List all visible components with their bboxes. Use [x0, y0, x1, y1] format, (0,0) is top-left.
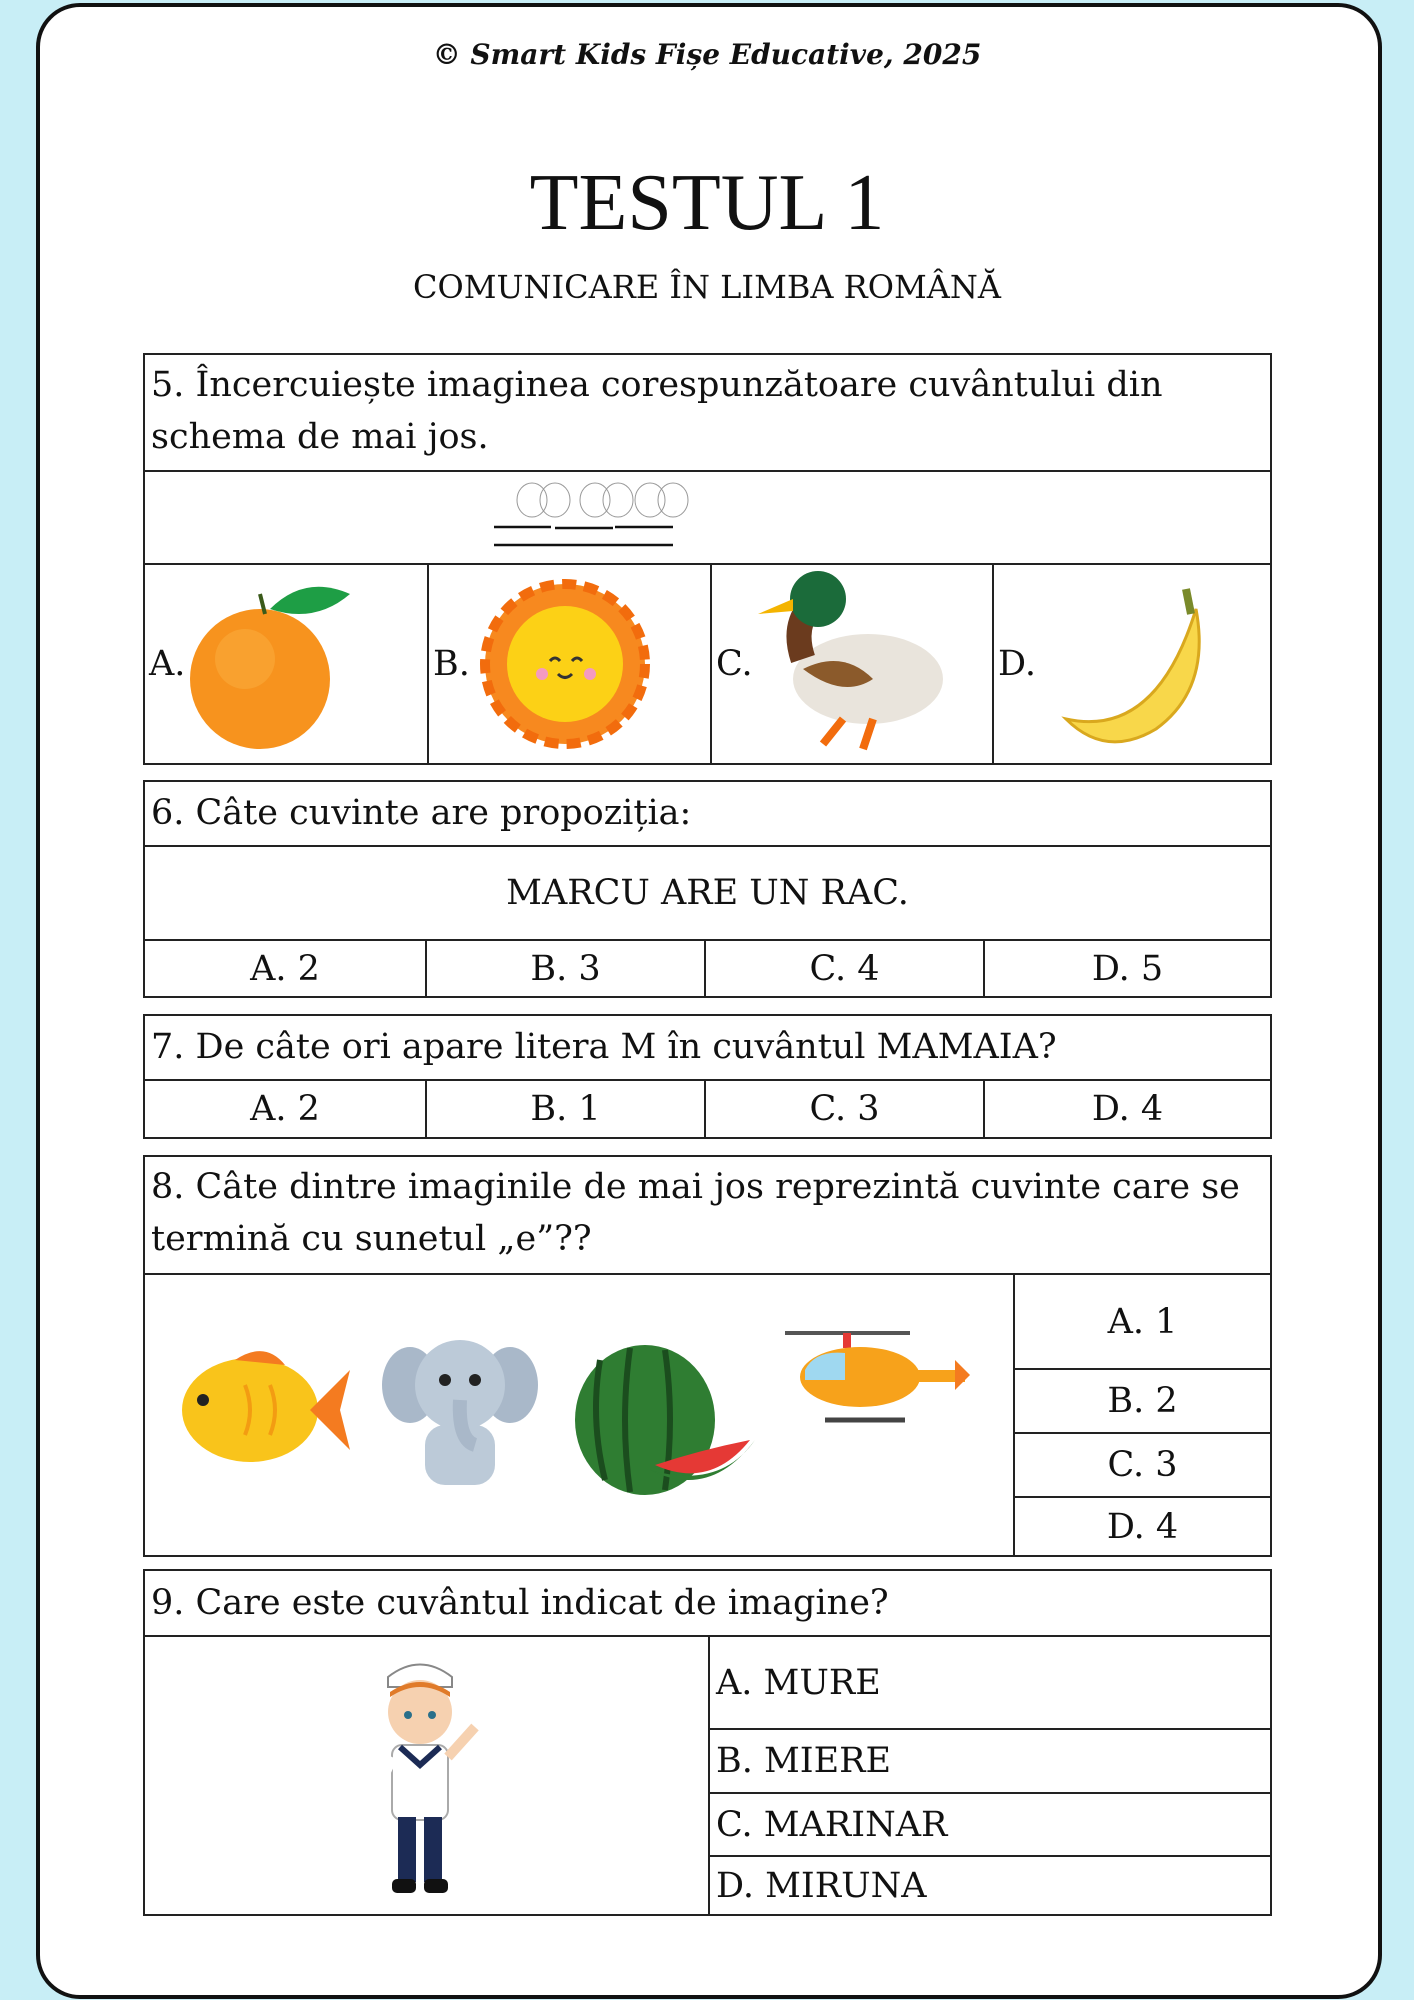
question-7	[143, 1014, 1272, 1139]
banana-image-icon	[1036, 569, 1236, 759]
syllable-schema-diagram	[145, 472, 1270, 563]
q9-body	[145, 1635, 1270, 1914]
watermelon-image-icon	[570, 1340, 770, 1500]
q8-body	[145, 1273, 1270, 1555]
q8-images	[145, 1275, 1015, 1559]
question-9	[143, 1569, 1272, 1916]
q6-option-c[interactable]: C. 4	[704, 941, 983, 996]
question-8-text: 8. Câte dintre imaginile de mai jos reprezintă cuvinte care se termină cu sunetul „e”??	[151, 1167, 1240, 1259]
option-label: B.	[433, 644, 470, 684]
q6-option-a[interactable]: A. 2	[250, 948, 320, 989]
q6-sentence: MARCU ARE UN RAC.	[145, 845, 1270, 939]
q5-option-c[interactable]	[710, 565, 992, 763]
q8-options	[1013, 1275, 1270, 1555]
q9-option-b[interactable]: B. MIERE	[710, 1728, 1270, 1792]
q8-option-c[interactable]: C. 3	[1015, 1432, 1270, 1496]
page-subtitle: COMUNICARE ÎN LIMBA ROMÂNĂ	[413, 268, 1001, 306]
helicopter-image-icon	[785, 1325, 985, 1435]
question-9-text: 9. Care este cuvântul indicat de imagine?	[151, 1583, 889, 1623]
q6-option-b[interactable]: B. 3	[425, 941, 704, 996]
elephant-image-icon	[380, 1330, 540, 1490]
question-7-text: 7. De câte ori apare litera M în cuvântul MAMAIA?	[151, 1027, 1057, 1067]
sailor-image-icon	[350, 1647, 490, 1907]
copyright-text: © Smart Kids Fișe Educative, 2025	[432, 38, 982, 71]
q9-option-d[interactable]: D. MIRUNA	[710, 1855, 1270, 1914]
q8-option-a[interactable]: A. 1	[1107, 1301, 1178, 1342]
question-6-text: 6. Câte cuvinte are propoziția:	[151, 793, 692, 833]
orange-image-icon	[185, 569, 365, 759]
q9-options	[708, 1637, 1270, 1914]
q9-option-c[interactable]: C. MARINAR	[710, 1792, 1270, 1855]
option-label: D.	[998, 644, 1036, 684]
q6-option-d[interactable]: D. 5	[983, 941, 1270, 996]
q7-option-d[interactable]: D. 4	[983, 1081, 1270, 1137]
q7-option-b[interactable]: B. 1	[425, 1081, 704, 1137]
q5-option-b[interactable]	[427, 565, 710, 763]
q7-option-c[interactable]: C. 3	[704, 1081, 983, 1137]
duck-image-icon	[753, 569, 953, 759]
q5-option-d[interactable]	[992, 565, 1270, 763]
question-5	[143, 353, 1272, 765]
q7-options-row	[145, 1079, 1270, 1137]
q8-option-b[interactable]: B. 2	[1015, 1368, 1270, 1432]
q7-option-a[interactable]: A. 2	[250, 1089, 320, 1129]
question-8	[143, 1155, 1272, 1557]
question-6	[143, 780, 1272, 998]
question-5-text: 5. Încercuiește imaginea corespunzătoare cuvântului din schema de mai jos.	[151, 365, 1163, 457]
option-label: A.	[149, 644, 186, 684]
q5-option-a[interactable]	[145, 565, 427, 763]
q8-option-d[interactable]: D. 4	[1015, 1496, 1270, 1555]
q6-options-row	[145, 939, 1270, 996]
option-label: C.	[716, 644, 753, 684]
sun-image-icon	[470, 569, 660, 759]
q5-options-row	[145, 563, 1270, 763]
q9-option-a[interactable]: A. MURE	[716, 1662, 881, 1703]
syllable-schema	[145, 470, 1270, 563]
fish-image-icon	[175, 1335, 355, 1485]
page-title: TESTUL 1	[529, 159, 885, 247]
